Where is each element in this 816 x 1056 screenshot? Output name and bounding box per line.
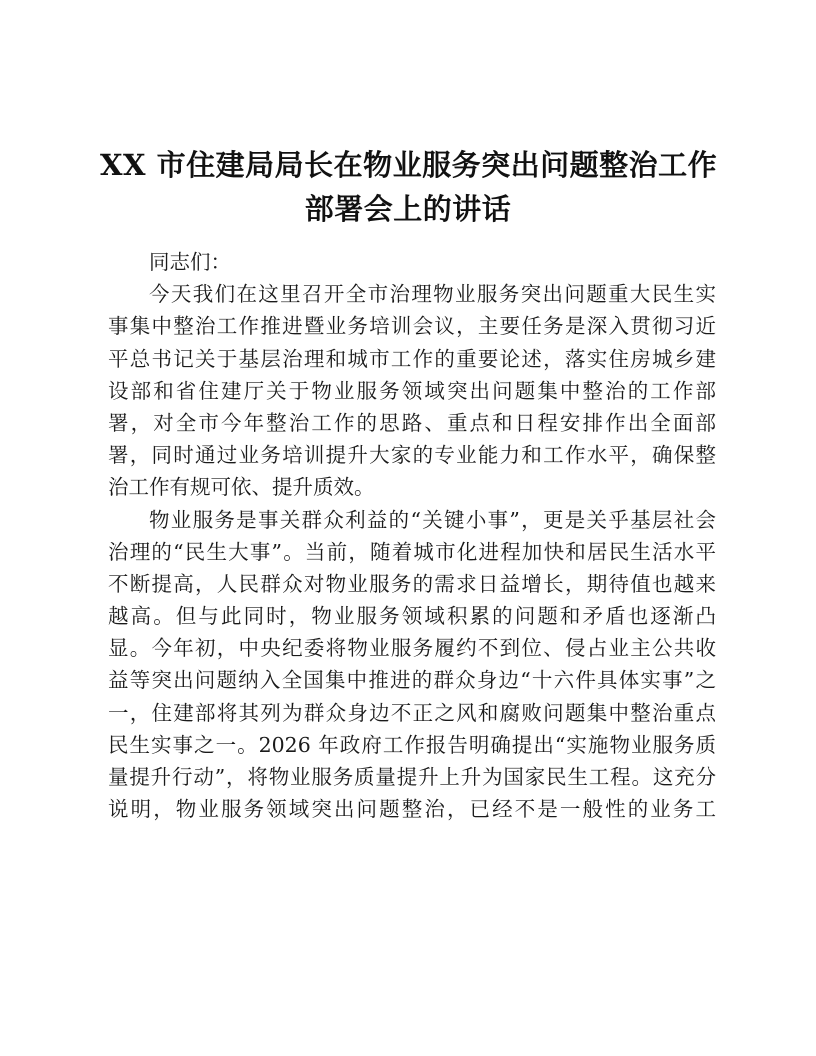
paragraph-line: 今天我们在这里召开全市治理物业服务突出问题重大民生实 bbox=[149, 282, 716, 307]
salutation: 同志们： bbox=[149, 250, 231, 274]
paragraph-line: 显。今年初，中央纪委将物业服务履约不到位、侵占业主公共收 bbox=[108, 636, 716, 661]
title-line-2: 部署会上的讲话 bbox=[304, 192, 512, 226]
paragraph-line: 设部和省住建厅关于物业服务领域突出问题集中整治的工作部 bbox=[108, 378, 716, 403]
paragraph-line: 量提升行动”，将物业服务质量提升上升为国家民生工程。这充分 bbox=[108, 765, 716, 789]
paragraph-line: 署，对全市今年整治工作的思路、重点和日程安排作出全面部 bbox=[108, 410, 716, 435]
paragraph-line: 治工作有规可依、提升质效。 bbox=[108, 475, 375, 500]
title-line-1: XX 市住建局局长在物业服务突出问题整治工作 bbox=[100, 148, 718, 182]
paragraph-line: 说明，物业服务领域突出问题整治，已经不是一般性的业务工 bbox=[108, 797, 716, 822]
paragraph-line: 署，同时通过业务培训提升大家的专业能力和工作水平，确保整 bbox=[108, 443, 716, 468]
paragraph-line: 治理的“民生大事”。当前，随着城市化进程加快和居民生活水平 bbox=[108, 539, 716, 564]
paragraph-line: 越高。但与此同时，物业服务领域积累的问题和矛盾也逐渐凸 bbox=[108, 604, 716, 629]
paragraph-1 bbox=[108, 278, 716, 503]
paragraph-line: 平总书记关于基层治理和城市工作的重要论述，落实住房城乡建 bbox=[108, 346, 716, 371]
paragraph-line: 不断提高，人民群众对物业服务的需求日益增长，期待值也越来 bbox=[108, 571, 716, 596]
paragraph-2 bbox=[108, 504, 716, 826]
paragraph-line: 事集中整治工作推进暨业务培训会议，主要任务是深入贯彻习近 bbox=[108, 314, 716, 339]
paragraph-line: 益等突出问题纳入全国集中推进的群众身边“十六件具体实事”之 bbox=[108, 668, 716, 693]
document-body bbox=[108, 246, 716, 825]
paragraph-line: 民生实事之一。2026 年政府工作报告明确提出“实施物业服务质 bbox=[108, 732, 716, 757]
paragraph-line: 物业服务是事关群众利益的“关键小事”，更是关乎基层社会 bbox=[149, 507, 716, 532]
document-title bbox=[100, 143, 716, 231]
paragraph-line: 一，住建部将其列为群众身边不正之风和腐败问题集中整治重点 bbox=[108, 700, 716, 725]
